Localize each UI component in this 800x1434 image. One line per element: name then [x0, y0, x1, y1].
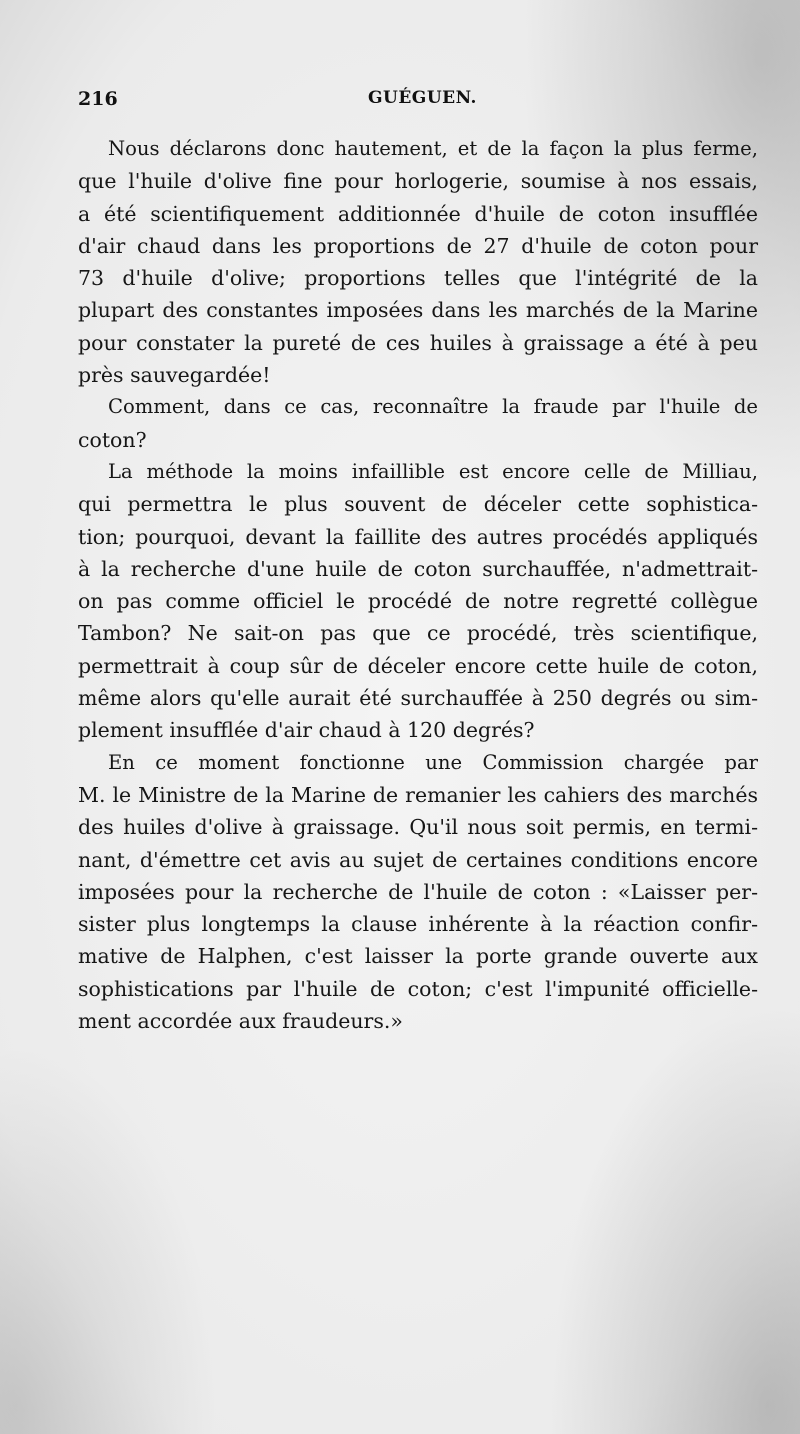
text-line: M. le Ministre de la Marine de remanier les cahiers des marchés	[78, 782, 758, 807]
running-head	[78, 88, 758, 118]
text-line: coton?	[78, 427, 147, 452]
text-line: imposées pour la recherche de l'huile de coton : «Laisser per-	[78, 879, 758, 904]
text-line: qui permettra le plus souvent de déceler cette sophistica-	[78, 492, 758, 517]
text-line: En ce moment fonctionne une Commission chargée par	[108, 750, 758, 774]
text-line: mative de Halphen, c'est laisser la porte grande ouverte aux	[78, 944, 758, 969]
paragraph-4	[78, 747, 758, 1038]
text-line: d'air chaud dans les proportions de 27 d'huile de coton pour	[78, 233, 758, 258]
text-line: pour constater la pureté de ces huiles à graissage a été à peu	[78, 330, 758, 355]
text-line: sister plus longtemps la clause inhérente à la réaction confir-	[78, 912, 758, 937]
text-line: près sauvegardée!	[78, 363, 271, 388]
text-line: nant, d'émettre cet avis au sujet de certaines conditions encore	[78, 847, 758, 872]
paragraph-3	[78, 456, 758, 747]
paragraph-1	[78, 133, 758, 391]
page-number: 216	[78, 88, 118, 110]
text-line: permettrait à coup sûr de déceler encore cette huile de coton,	[78, 653, 758, 678]
running-title: GUÉGUEN.	[368, 88, 477, 108]
text-line: a été scientifiquement additionnée d'huile de coton insufflée	[78, 201, 758, 226]
body-text	[78, 133, 758, 1037]
text-line: on pas comme officiel le procédé de notre regretté collègue	[78, 589, 758, 614]
text-line: La méthode la moins infaillible est encore celle de Milliau,	[108, 459, 758, 483]
paragraph-2	[78, 391, 758, 456]
text-line: même alors qu'elle aurait été surchauffée à 250 degrés ou sim-	[78, 686, 758, 711]
text-line: que l'huile d'olive fine pour horlogerie, soumise à nos essais,	[78, 169, 758, 194]
text-line: 73 d'huile d'olive; proportions telles que l'intégrité de la	[78, 266, 758, 291]
text-line: à la recherche d'une huile de coton surchauffée, n'admettrait-	[78, 556, 758, 581]
text-line: des huiles d'olive à graissage. Qu'il nous soit permis, en termi-	[78, 815, 758, 840]
text-line: Comment, dans ce cas, reconnaître la fraude par l'huile de	[108, 395, 758, 419]
text-line: sophistications par l'huile de coton; c'est l'impunité officielle-	[78, 976, 758, 1001]
text-line: ment accordée aux fraudeurs.»	[78, 1009, 403, 1034]
text-line: plupart des constantes imposées dans les marchés de la Marine	[78, 298, 758, 323]
text-line: Nous déclarons donc hautement, et de la façon la plus ferme,	[108, 137, 758, 160]
text-line: Tambon? Ne sait-on pas que ce procédé, très scientifique,	[78, 621, 758, 646]
text-line: tion; pourquoi, devant la faillite des autres procédés appliqués	[78, 524, 758, 549]
text-line: plement insufflée d'air chaud à 120 degrés?	[78, 718, 535, 743]
